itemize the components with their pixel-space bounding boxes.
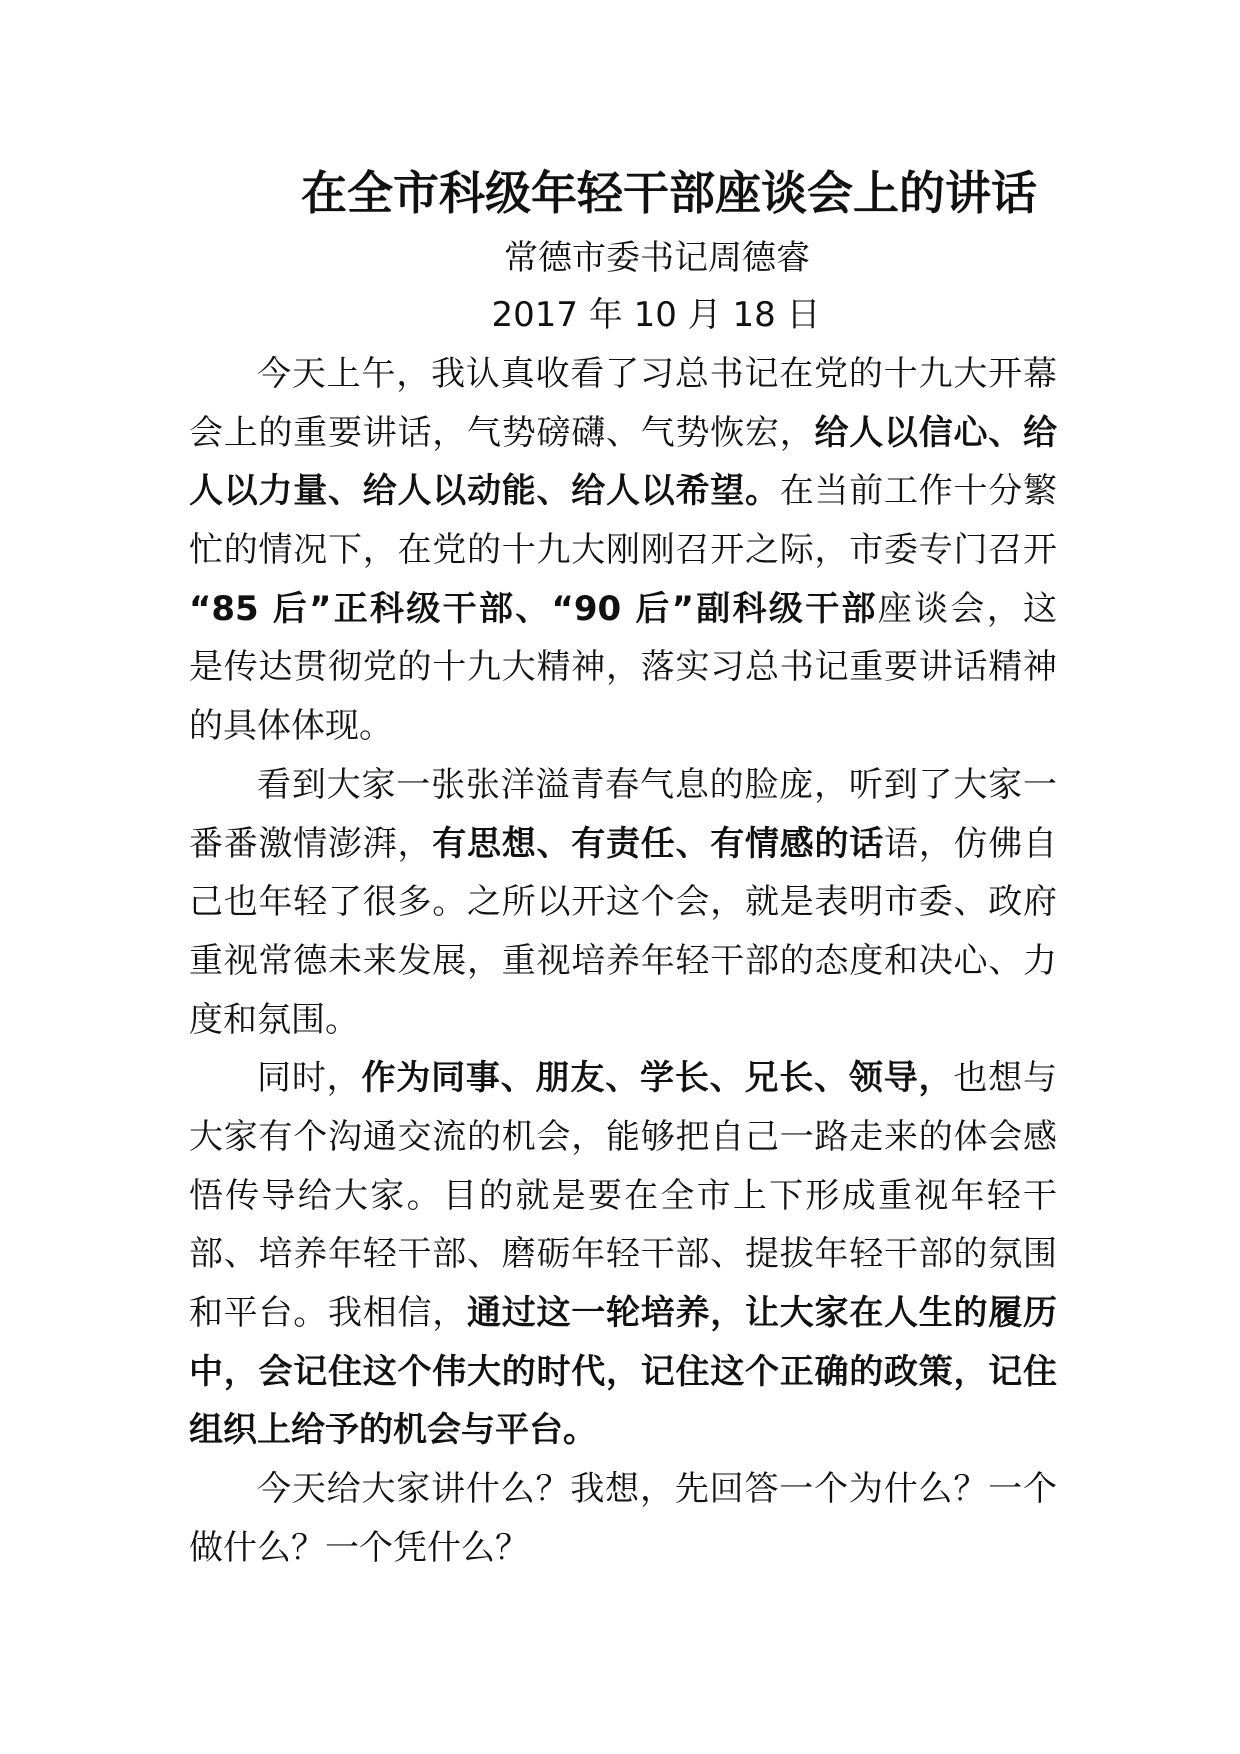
paragraph [189,345,1057,756]
bold-text-segment: 作为同事、朋友、学长、兄长、领导， [361,1058,954,1099]
text-segment: 在当前工作十分繁 [779,471,1057,512]
text-segment: 番番激情澎湃， [189,823,433,864]
bold-text-segment: 人以力量、给人以动能、给人以希望。 [189,471,780,512]
text-segment: 重视常德未来发展，重视培养年轻干部的态度和决心、力 [189,940,1057,981]
text-line [189,697,1057,756]
paragraph [189,756,1057,1049]
bold-text-segment: “85 后”正科级干部、“90 后”副科级干部 [189,588,878,629]
text-line [189,1460,1057,1519]
text-line [189,345,1057,404]
text-line [189,1108,1057,1167]
text-line [189,1519,1057,1578]
text-segment: 今天上午，我认真收看了习总书记在党的十九大开幕 [257,354,1057,394]
text-line [189,1343,1057,1402]
text-segment: 忙的情况下，在党的十九大刚刚召开之际，市委专门召开 [189,530,1057,571]
text-segment: 做什么？一个凭什么？ [189,1527,529,1568]
text-segment: 同时， [257,1058,362,1099]
document-author: 常德市委书记周德睿 [504,238,810,278]
text-line [189,1284,1057,1343]
text-line [189,1225,1057,1284]
document-title: 在全市科级年轻干部座谈会上的讲话 [301,166,1037,220]
document-body [189,345,1057,1577]
text-segment: 度和氛围。 [189,999,359,1040]
text-segment: 看到大家一张张洋溢青春气息的脸庞，听到了大家一 [257,764,1057,805]
bold-text-segment: 有思想、有责任、有情感的话 [432,823,884,864]
text-line [189,756,1057,815]
text-segment: 悟传导给大家。目的就是要在全市上下形成重视年轻干 [189,1175,1057,1216]
text-line [189,1401,1057,1460]
bold-text-segment: 给人以信心、给 [814,412,1057,453]
bold-text-segment: 中，会记住这个伟大的时代，记住这个正确的政策，记住 [189,1351,1057,1392]
text-line [189,1049,1057,1108]
text-line [189,932,1057,991]
text-line [189,1167,1057,1226]
paragraph [189,1460,1057,1577]
text-segment: 大家有个沟通交流的机会，能够把自己一路走来的体会感 [189,1116,1057,1157]
text-segment: 部、培养年轻干部、磨砺年轻干部、提拔年轻干部的氛围 [189,1234,1057,1275]
paragraph [189,1049,1057,1460]
text-segment: 座谈会，这 [877,588,1057,629]
text-segment: 今天给大家讲什么？我想，先回答一个为什么？一个 [257,1469,1057,1510]
text-segment: 会上的重要讲话，气势磅礴、气势恢宏， [189,412,815,453]
document-date: 2017 年 10 月 18 日 [491,295,821,335]
bold-text-segment: 组织上给予的机会与平台。 [189,1410,597,1451]
text-segment: 己也年轻了很多。之所以开这个会，就是表明市委、政府 [189,882,1057,923]
text-segment: 和平台。我相信， [189,1293,467,1333]
text-line [189,873,1057,932]
text-segment: 也想与 [953,1058,1058,1099]
text-segment: 语，仿佛自 [884,823,1057,864]
text-segment: 是传达贯彻党的十九大精神，落实习总书记重要讲话精神 [189,647,1057,688]
text-line [189,815,1057,874]
text-segment: 的具体体现。 [189,706,393,747]
text-line [189,521,1057,580]
text-line [189,580,1057,639]
text-line [189,404,1057,463]
text-line [189,462,1057,521]
bold-text-segment: 通过这一轮培养，让大家在人生的履历 [467,1293,1057,1333]
text-line [189,991,1057,1050]
text-line [189,638,1057,697]
